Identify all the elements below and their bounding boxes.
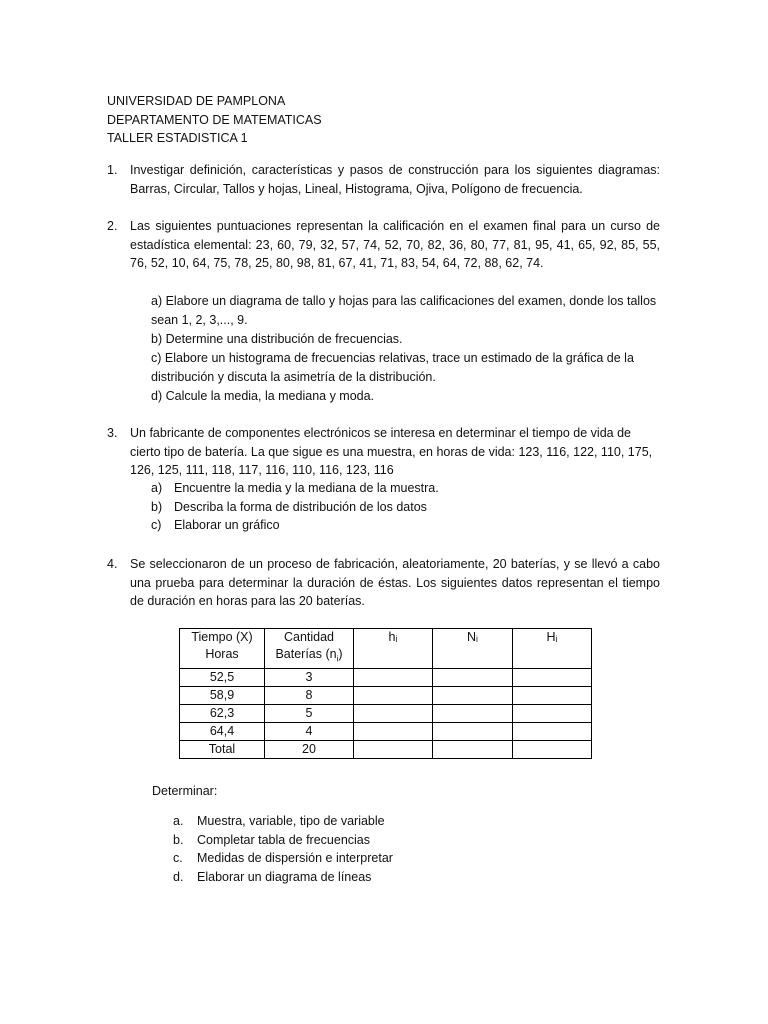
cell-n: 5 bbox=[265, 704, 354, 722]
part-d: d) Calcule la media, la mediana y moda. bbox=[151, 389, 375, 403]
document-header bbox=[107, 92, 322, 148]
determinar-heading: Determinar: bbox=[152, 784, 218, 798]
item-text: Elaborar un diagrama de líneas bbox=[197, 869, 372, 884]
list-item bbox=[173, 849, 393, 868]
table-header-row bbox=[180, 629, 592, 669]
list-item bbox=[151, 479, 439, 498]
cell-empty bbox=[433, 740, 513, 758]
cell-n: 8 bbox=[265, 686, 354, 704]
item-label: a. bbox=[173, 814, 184, 828]
question-4 bbox=[107, 555, 660, 611]
header-cumulative-frequency: Nᵢ bbox=[433, 629, 513, 669]
cell-n: 4 bbox=[265, 722, 354, 740]
item-text: Elaborar un gráfico bbox=[174, 518, 280, 533]
header-tiempo: Tiempo (X) Horas bbox=[180, 629, 265, 669]
item-label: b) bbox=[151, 499, 163, 514]
question-3-parts bbox=[151, 479, 439, 535]
cell-x: 64,4 bbox=[180, 722, 265, 740]
question-number: 1. bbox=[107, 163, 118, 177]
header-relative-frequency: hᵢ bbox=[354, 629, 433, 669]
cell-empty bbox=[354, 740, 433, 758]
table-row bbox=[180, 722, 592, 740]
item-label: c. bbox=[173, 851, 183, 866]
header-cantidad: Cantidad Baterías $(n_i)$ bbox=[265, 629, 354, 669]
cell-x: 52,5 bbox=[180, 668, 265, 686]
part-b: b) Determine una distribución de frecuencias. bbox=[151, 332, 403, 346]
list-item bbox=[173, 831, 393, 850]
cell-x: Total bbox=[180, 740, 265, 758]
item-text: Completar tabla de frecuencias bbox=[197, 832, 371, 847]
question-text: Las siguientes puntuaciones representan la calificación en el examen final para un curso de estadística elemental: 23, 60, 79, 32, 57, 74, 52, 70, 82, 36, 80, 77, 81, 95, 41, 65, 92, 85, 55, 76, 52, 10, 64, 75, 78, 25, 80, 98, 81, 67, 41, 71, 83, 54, 64, 72, 88, 62, 74. bbox=[130, 219, 660, 271]
part-a: a) Elabore un diagrama de tallo y hojas para las calificaciones del examen, donde los tallos sean 1, 2, 3,..., 9. bbox=[151, 294, 657, 327]
list-item bbox=[173, 868, 393, 887]
table-row bbox=[180, 668, 592, 686]
header-cumulative-relative-frequency: Hᵢ bbox=[513, 629, 592, 669]
cell-x: 62,3 bbox=[180, 704, 265, 722]
cell-empty bbox=[513, 686, 592, 704]
cell-empty bbox=[433, 722, 513, 740]
cell-empty bbox=[354, 668, 433, 686]
part-c: c) Elabore un histograma de frecuencias relativas, trace un estimado de la gráfica de la distribución y discuta la asimetría de la distribución. bbox=[151, 351, 634, 384]
item-label: a) bbox=[151, 481, 163, 495]
department-name: DEPARTAMENTO DE MATEMATICAS bbox=[107, 112, 322, 127]
table-total-row bbox=[180, 740, 592, 758]
workshop-title: TALLER ESTADISTICA 1 bbox=[107, 131, 248, 145]
item-text: Medidas de dispersión e interpretar bbox=[197, 851, 393, 866]
item-label: c) bbox=[151, 518, 162, 533]
item-text: Encuentre la media y la mediana de la muestra. bbox=[174, 481, 439, 495]
cell-n: 20 bbox=[265, 740, 354, 758]
question-text: Un fabricante de componentes electrónicos se interesa en determinar el tiempo de vida de cierto tipo de batería. La que sigue es una muestra, en horas de vida: 123, 116, 122, 110, 175, 126, 125, 111, 118, 117, 116, 110, 116, 123, 116 bbox=[130, 426, 653, 478]
cell-empty bbox=[354, 686, 433, 704]
item-label: b. bbox=[173, 832, 184, 847]
question-2-parts bbox=[151, 292, 661, 406]
item-text: Muestra, variable, tipo de variable bbox=[197, 814, 385, 828]
cell-empty bbox=[513, 740, 592, 758]
cell-empty bbox=[513, 704, 592, 722]
cell-n: 3 bbox=[265, 668, 354, 686]
cell-empty bbox=[433, 686, 513, 704]
table-row bbox=[180, 686, 592, 704]
cell-empty bbox=[513, 722, 592, 740]
cell-empty bbox=[354, 722, 433, 740]
university-name: UNIVERSIDAD DE PAMPLONA bbox=[107, 94, 286, 108]
item-label: d. bbox=[173, 869, 184, 884]
cell-empty bbox=[433, 704, 513, 722]
cell-empty bbox=[513, 668, 592, 686]
question-number: 2. bbox=[107, 219, 118, 233]
question-number: 3. bbox=[107, 426, 118, 440]
list-item bbox=[173, 812, 393, 831]
item-text: Describa la forma de distribución de los datos bbox=[174, 499, 427, 514]
list-item bbox=[151, 498, 439, 517]
list-item bbox=[151, 516, 439, 535]
question-text: Investigar definición, características y pasos de construcción para los siguientes diagramas: Barras, Circular, Tallos y hojas, Lineal, Histograma, Ojiva, Polígono de frecuencia. bbox=[130, 163, 660, 196]
question-3 bbox=[107, 424, 660, 480]
cell-empty bbox=[354, 704, 433, 722]
question-number: 4. bbox=[107, 557, 118, 571]
question-2 bbox=[107, 217, 660, 273]
cell-x: 58,9 bbox=[180, 686, 265, 704]
question-4-tasks bbox=[173, 812, 393, 886]
question-1 bbox=[107, 161, 660, 198]
cell-empty bbox=[433, 668, 513, 686]
table-row bbox=[180, 704, 592, 722]
question-text: Se seleccionaron de un proceso de fabricación, aleatoriamente, 20 baterías, y se llevó a cabo una prueba para determinar la duración de éstas. Los siguientes datos representan el tiempo de duración en horas para las 20 baterías. bbox=[130, 557, 660, 609]
frequency-table bbox=[179, 628, 592, 759]
